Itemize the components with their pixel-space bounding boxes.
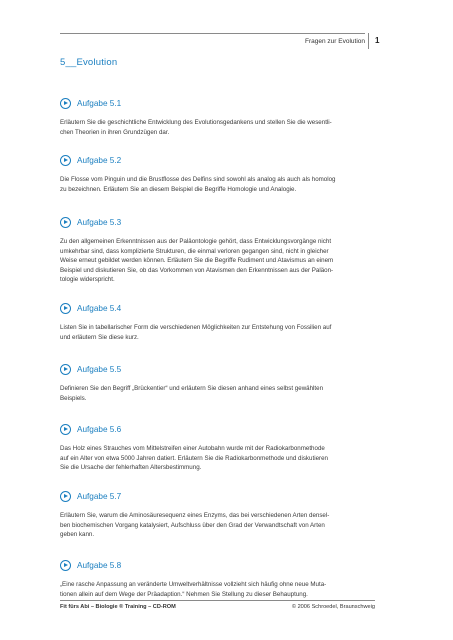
task-text-line: Sie die Ursache der fehlerhaften Altersbestimmung.	[60, 464, 202, 472]
task-heading	[60, 154, 375, 166]
header-divider	[368, 33, 369, 49]
task-heading	[60, 490, 375, 502]
task-text-line: Das Holz eines Strauches vom Mittelstreifen einer Autobahn wurde mit der Radiokarbonmethode	[60, 445, 325, 452]
play-circle-icon	[60, 364, 71, 375]
task-text-line: Listen Sie in tabellarischer Form die verschiedenen Möglichkeiten zur Entstehung von Fossilien auf	[60, 324, 332, 331]
task-text	[60, 323, 375, 342]
task-text-line: Definieren Sie den Begriff „Brückentier“ und erläutern Sie diesen anhand eines selbst gewählten	[60, 385, 324, 392]
task-text-line: Beispiel und diskutieren Sie, ob das Vorkommen von Atavismen den Erkenntnissen aus der Paläon-	[60, 266, 334, 274]
task-text-line: tionen allein auf dem Wege der Präadaption.“ Nehmen Sie Stellung zu dieser Behauptung.	[60, 590, 308, 598]
task-text	[60, 118, 375, 137]
task-text-line: Zu den allgemeinen Erkenntnissen aus der Paläontologie gehört, dass Entwicklungsvorgänge nicht	[60, 238, 332, 245]
task-text-line: chen Theorien in ihren Grundzügen dar.	[60, 128, 170, 136]
task-title: Aufgabe 5.5	[77, 364, 122, 374]
play-circle-icon	[60, 98, 71, 109]
footer-source: Fit fürs Abi – Biologie ® Training – CD-ROM	[60, 604, 176, 610]
task-text-line: tologie widerspricht.	[60, 276, 115, 284]
task-5-5	[60, 363, 375, 403]
play-circle-icon	[60, 424, 71, 435]
running-head: Fragen zur Evolution	[305, 38, 365, 45]
task-5-4	[60, 302, 375, 342]
play-circle-icon	[60, 303, 71, 314]
task-text	[60, 580, 375, 599]
task-text-line: zu bezeichnen. Erläutern Sie an diesem Beispiel die Begriffe Homologie und Analogie.	[60, 185, 297, 193]
task-text-line: ben biochemischen Vorgang katalysiert, Aufschluss über den Grad der Verwandtschaft von Arten	[60, 521, 325, 529]
footer-rule	[60, 600, 375, 601]
task-text-line: auf ein Alter von etwa 5000 Jahren datiert. Erläutern Sie die Radiokarbonmethode und diskutieren	[60, 454, 328, 462]
task-text-line: „Eine rasche Anpassung an veränderte Umweltverhältnisse vollzieht sich häufig ohne neue Muta-	[60, 581, 327, 588]
task-5-1	[60, 97, 375, 137]
task-heading	[60, 216, 375, 228]
task-5-3	[60, 216, 375, 285]
play-circle-icon	[60, 491, 71, 502]
header-rule	[60, 33, 365, 34]
chapter-title: 5__Evolution	[60, 57, 118, 68]
task-text-line: und erläutern Sie diese kurz.	[60, 333, 139, 341]
task-5-7	[60, 490, 375, 540]
task-title: Aufgabe 5.6	[77, 424, 122, 434]
task-text-line: Erläutern Sie, warum die Aminosäuresequenz eines Enzyms, das bei verschiedenen Arten densel-	[60, 512, 330, 519]
task-title: Aufgabe 5.7	[77, 491, 122, 501]
task-text-line: Erläutern Sie die geschichtliche Entwicklung des Evolutionsgedankens und stellen Sie die wesentli-	[60, 119, 332, 126]
page-number: 1	[375, 36, 380, 45]
task-heading	[60, 423, 375, 435]
task-title: Aufgabe 5.3	[77, 217, 122, 227]
task-text	[60, 384, 375, 403]
task-heading	[60, 97, 375, 109]
task-text	[60, 175, 375, 194]
task-text	[60, 237, 375, 285]
footer-copyright: © 2006 Schroedel, Braunschweig	[291, 604, 375, 610]
task-text-line: Weise erneut gebildet werden können. Erläutern Sie die Begriffe Rudiment und Atavismus an einem	[60, 257, 334, 265]
task-title: Aufgabe 5.8	[77, 560, 122, 570]
task-title: Aufgabe 5.1	[77, 98, 122, 108]
task-5-6	[60, 423, 375, 473]
task-5-2	[60, 154, 375, 194]
task-text-line: Die Flosse vom Pinguin und die Brustflosse des Delfins sind sowohl als analog als auch als homolog	[60, 176, 336, 183]
task-text-line: umkehrbar sind, dass komplizierte Strukturen, die einmal verloren gegangen sind, nicht in gleicher	[60, 247, 329, 255]
play-circle-icon	[60, 560, 71, 571]
task-5-8	[60, 559, 375, 599]
play-circle-icon	[60, 217, 71, 228]
play-circle-icon	[60, 155, 71, 166]
task-text-line: geben kann.	[60, 531, 95, 539]
task-text	[60, 444, 375, 473]
task-heading	[60, 363, 375, 375]
task-title: Aufgabe 5.2	[77, 155, 122, 165]
task-heading	[60, 302, 375, 314]
task-heading	[60, 559, 375, 571]
task-title: Aufgabe 5.4	[77, 303, 122, 313]
task-text	[60, 511, 375, 540]
task-text-line: Beispiels.	[60, 394, 87, 402]
